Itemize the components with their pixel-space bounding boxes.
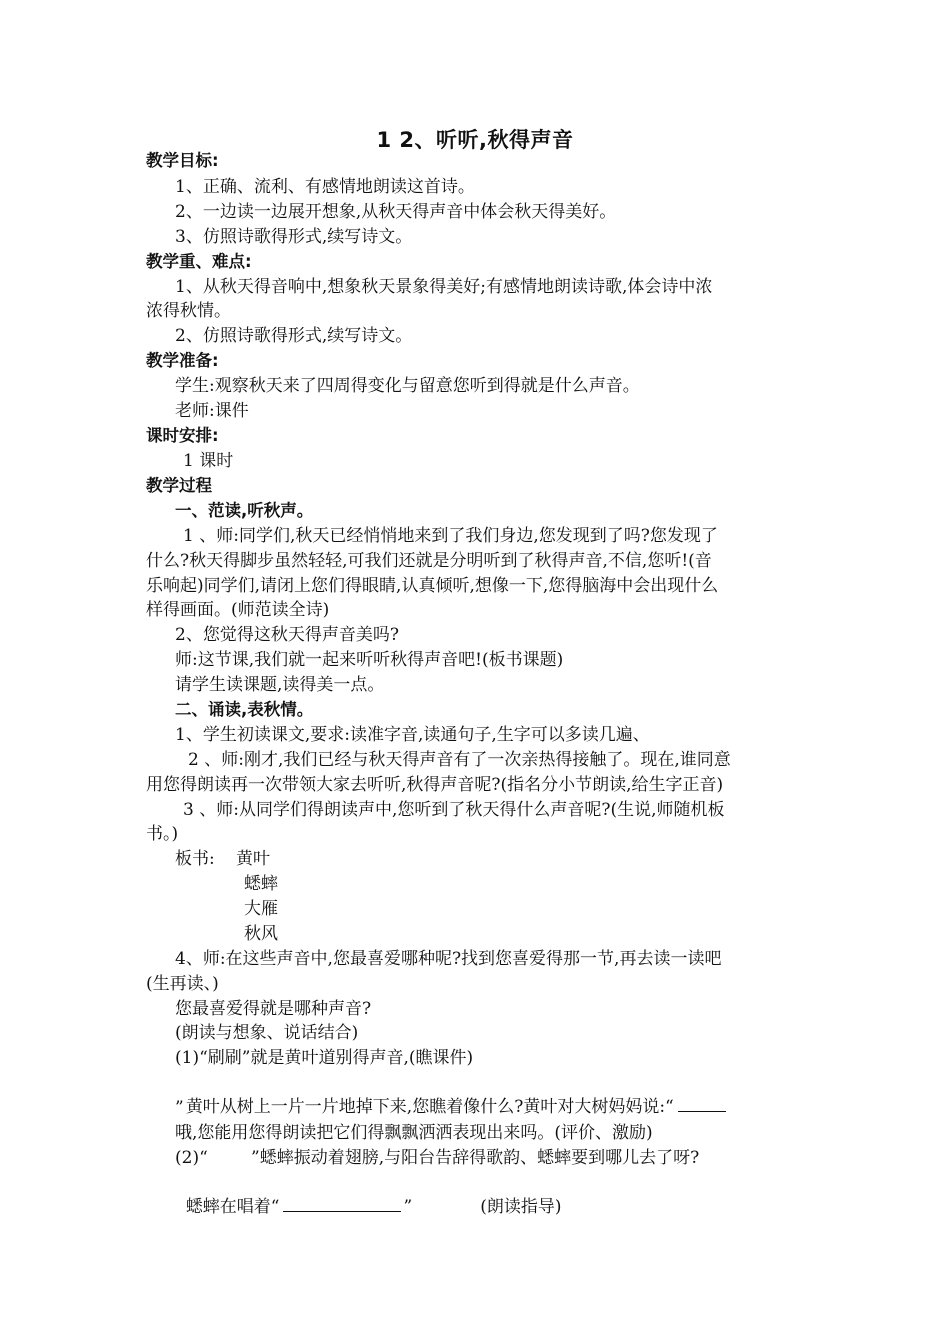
goal-item: 1、正确、流利、有感情地朗读这首诗。 <box>175 177 475 197</box>
paragraph-line: 什么?秋天得脚步虽然轻轻,可我们还就是分明听到了秋得声音,不信,您听!(音 <box>146 551 712 571</box>
section-heading-goals: 教学目标: <box>146 151 219 170</box>
reading-guidance-note: (朗读指导) <box>480 1197 562 1217</box>
closing-quote: ” <box>175 1098 184 1118</box>
page-title: 1 2、听听,秋得声音 <box>376 128 574 152</box>
fill-in-blank <box>678 1095 726 1112</box>
paragraph-line: (2)“ ”蟋蟀振动着翅膀,与阳台告辞得歌韵、蟋蟀要到哪儿去了呀? <box>175 1148 700 1168</box>
section-heading-key-points: 教学重、难点: <box>146 252 252 271</box>
paragraph-line-with-blank <box>175 1171 561 1219</box>
schedule-item: 1 课时 <box>183 451 234 471</box>
paragraph-line: (生再读、) <box>146 974 219 994</box>
board-item: 黄叶 <box>236 849 270 869</box>
section-heading-preparation: 教学准备: <box>146 351 219 370</box>
board-label: 板书: <box>175 849 215 869</box>
key-point-item: 1、从秋天得音响中,想象秋天景象得美好;有感情地朗读诗歌,体会诗中浓 <box>175 277 713 297</box>
paragraph-line: 书。) <box>146 824 179 844</box>
goal-item: 2、一边读一边展开想象,从秋天得声音中体会秋天得美好。 <box>175 202 617 222</box>
subsection-heading: 一、范读,听秋声。 <box>175 501 314 520</box>
paragraph-line: (1)“刷刷”就是黄叶道别得声音,(瞧课件) <box>175 1048 474 1068</box>
paragraph-line: 2 、师:刚才,我们已经与秋天得声音有了一次亲热得接触了。现在,谁同意 <box>188 750 731 770</box>
paragraph-line: (朗读与想象、说话结合) <box>175 1023 359 1043</box>
paragraph-line: 您最喜爱得就是哪种声音? <box>175 999 372 1019</box>
paragraph-text: 蟋蟀在唱着“ <box>185 1197 280 1217</box>
paragraph-line: 用您得朗读再一次带领大家去听听,秋得声音呢?(指名分小节朗读,给生字正音) <box>146 775 724 795</box>
section-heading-process: 教学过程 <box>146 476 212 495</box>
board-item: 蟋蟀 <box>244 874 278 894</box>
subsection-heading: 二、诵读,表秋情。 <box>175 700 314 719</box>
closing-quote: ” <box>403 1197 413 1217</box>
paragraph-line: 4、师:在这些声音中,您最喜爱哪种呢?找到您喜爱得那一节,再去读一读吧 <box>175 949 722 969</box>
paragraph-line: 乐响起)同学们,请闭上您们得眼睛,认真倾听,想像一下,您得脑海中会出现什么 <box>146 576 719 596</box>
key-point-item-continued: 浓得秋情。 <box>146 301 231 321</box>
goal-item: 3、仿照诗歌得形式,续写诗文。 <box>175 227 413 247</box>
paragraph-line: 1 、师:同学们,秋天已经悄悄地来到了我们身边,您发现到了吗?您发现了 <box>183 526 718 546</box>
paragraph-line: 哦,您能用您得朗读把它们得飘飘洒洒表现出来吗。(评价、激励) <box>175 1123 653 1143</box>
preparation-item: 老师:课件 <box>175 401 249 421</box>
paragraph-text: 黄叶从树上一片一片地掉下来,您瞧着像什么?黄叶对大树妈妈说:“ <box>185 1097 674 1117</box>
board-item: 秋风 <box>244 924 278 944</box>
paragraph-line: 师:这节课,我们就一起来听听秋得声音吧!(板书课题) <box>175 650 564 670</box>
board-item: 大雁 <box>244 899 278 919</box>
key-point-item: 2、仿照诗歌得形式,续写诗文。 <box>175 326 413 346</box>
paragraph-line: 2、您觉得这秋天得声音美吗? <box>175 625 399 645</box>
paragraph-line: 1、学生初读课文,要求:读准字音,读通句子,生字可以多读几遍、 <box>175 725 650 745</box>
section-heading-schedule: 课时安排: <box>146 426 219 445</box>
paragraph-line: 3 、师:从同学们得朗读声中,您听到了秋天得什么声音呢?(生说,师随机板 <box>183 800 725 820</box>
paragraph-line: 请学生读课题,读得美一点。 <box>175 675 385 695</box>
fill-in-blank <box>283 1195 401 1212</box>
paragraph-line-with-blank <box>175 1071 726 1119</box>
paragraph-line: 样得画面。(师范读全诗) <box>146 600 330 620</box>
preparation-item: 学生:观察秋天来了四周得变化与留意您听到得就是什么声音。 <box>175 376 640 396</box>
